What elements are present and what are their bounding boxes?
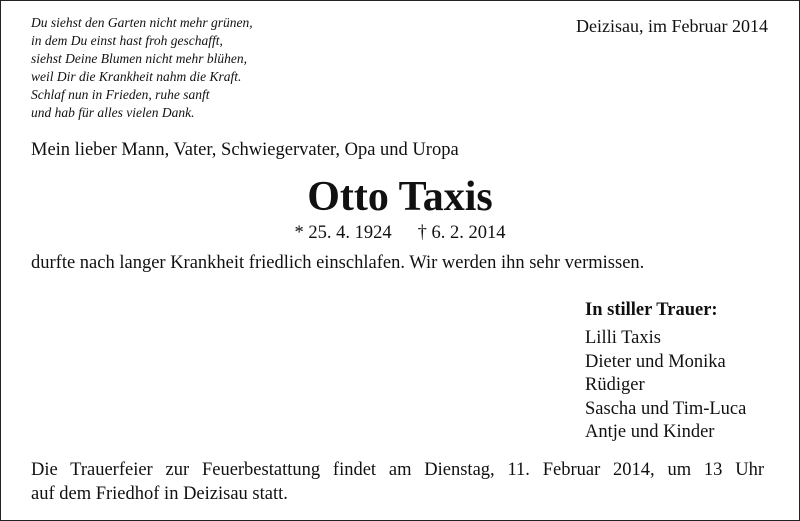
funeral-info-line: Die Trauerfeier zur Feuerbestattung findet am Dienstag, 11. Februar 2014, um 13 Uhr [31, 460, 764, 480]
mourners-heading: In stiller Trauer: [585, 300, 718, 320]
mourner-name: Lilli Taxis [585, 328, 661, 348]
death-date: † 6. 2. 2014 [417, 223, 506, 243]
poem-line: in dem Du einst hast froh geschafft, [31, 33, 223, 48]
announcement-text: durfte nach langer Krankheit friedlich einschlafen. Wir werden ihn sehr vermissen. [31, 253, 645, 273]
mourner-name: Sascha und Tim-Luca [585, 398, 747, 419]
poem-line: Schlaf nun in Frieden, ruhe sanft [31, 87, 210, 102]
life-dates [0, 223, 800, 244]
mourner-name: Dieter und Monika [585, 351, 726, 372]
poem-line: und hab für alles vielen Dank. [31, 105, 195, 120]
funeral-info-line: auf dem Friedhof in Deizisau statt. [31, 483, 288, 504]
relationship-line: Mein lieber Mann, Vater, Schwiegervater, Opa und Uropa [31, 140, 459, 160]
place-and-date: Deizisau, im Februar 2014 [576, 16, 768, 36]
mourner-name: Rüdiger [585, 375, 645, 395]
mourners-block [585, 297, 746, 445]
memorial-poem [31, 14, 253, 122]
mourner-name: Antje und Kinder [585, 422, 715, 442]
deceased-name: Otto Taxis [307, 174, 493, 220]
poem-line: siehst Deine Blumen nicht mehr blühen, [31, 51, 247, 66]
birth-date: * 25. 4. 1924 [294, 223, 392, 243]
poem-line: weil Dir die Krankheit nahm die Kraft. [31, 69, 242, 84]
funeral-info [31, 459, 764, 506]
poem-line: Du siehst den Garten nicht mehr grünen, [31, 15, 253, 30]
